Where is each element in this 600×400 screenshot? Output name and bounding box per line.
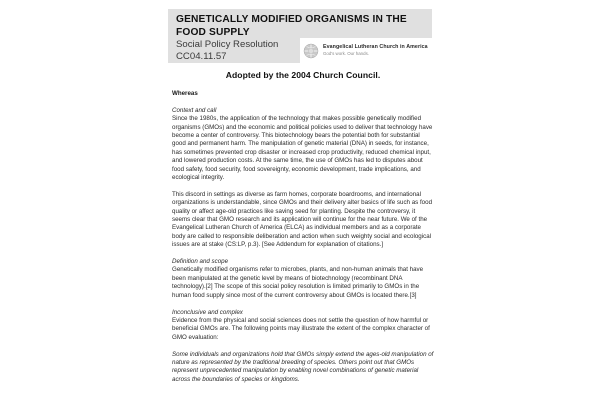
body-paragraph: Genetically modified organisms refer to microbes, plants, and non-human animals that have been manipulated at the genetic level by means of biotechnology (recombinant DNA technology).[2] The scope of this social policy resolution is limited primarily to GMOs in the human food supply since most of the current controversy about GMOs is located there.[3]: [172, 266, 424, 299]
document-body: [172, 70, 434, 384]
body-paragraph: Some individuals and organizations hold that GMOs simply extend the ages-old manipulation of nature as represented by the traditional breeding of species. Others point out that GMOs represent unprecedented manipulation by enabling novel combinations of genetic material across the boundaries of species or kingdoms.: [172, 350, 434, 383]
body-paragraph: Evidence from the physical and social sciences does not settle the question of how harmful or beneficial GMOs are. The following points may illustrate the extent of the complex character of GMO evaluation:: [172, 316, 430, 341]
body-paragraph: This discord in settings as diverse as farm homes, corporate boardrooms, and international organizations is understandable, since GMOs and their delivery alter basics of life such as food quality or affect age-old practices like saving seed for planting. Despite the controversy, it seems clear that GMO research and its application will continue for the near future. We of the Evangelical Lutheran Church of America (ELCA) as individual members and as a corporate body are called to responsible deliberation and action when such weighty social and ecological issues are at stake (CS:LP, p.3). [See Addendum for explanation of citations.]: [172, 190, 433, 249]
section-heading: Inconclusive and complex: [172, 308, 243, 316]
section-heading: Definition and scope: [172, 258, 229, 266]
document-subtitle: Social Policy Resolution: [176, 39, 279, 50]
elca-organization-name: Evangelical Lutheran Church in America: [323, 44, 428, 51]
section-gap: [172, 98, 434, 106]
elca-emblem-icon: [303, 43, 319, 59]
paragraph-gap: [172, 182, 434, 190]
body-paragraph: Since the 1980s, the application of the technology that makes possible genetically modified organisms (GMOs) and the economic and political policies used to deliver that technology have become a center of controversy. This biotechnology bears the potential both for substantial good and permanent harm. The manipulation of genetic material (DNA) in seeds, for instance, has sometimes prevented crop disaster or increased crop productivity, reduced chemical input, and lowered production costs. At the same time, the use of GMOs has led to disputes about food safety, food security, food sovereignty, economic development, trade implications, and ecological integrity.: [172, 115, 433, 182]
document-code: CC04.11.57: [176, 51, 227, 62]
section-heading: Whereas: [172, 90, 198, 97]
adopted-line: Adopted by the 2004 Church Council.: [225, 70, 381, 80]
document-title: GENETICALLY MODIFIED ORGANISMS IN THE FOOD SUPPLY: [176, 14, 407, 38]
elca-logo-text: [323, 44, 428, 57]
elca-tagline: God's work. Our hands.: [323, 50, 369, 56]
section-gap: [172, 300, 434, 308]
section-gap: [172, 250, 434, 258]
document-sections: [172, 90, 434, 384]
section-heading: Context and call: [172, 106, 217, 114]
section-gap: [172, 342, 434, 350]
elca-logo-box: [300, 38, 432, 63]
